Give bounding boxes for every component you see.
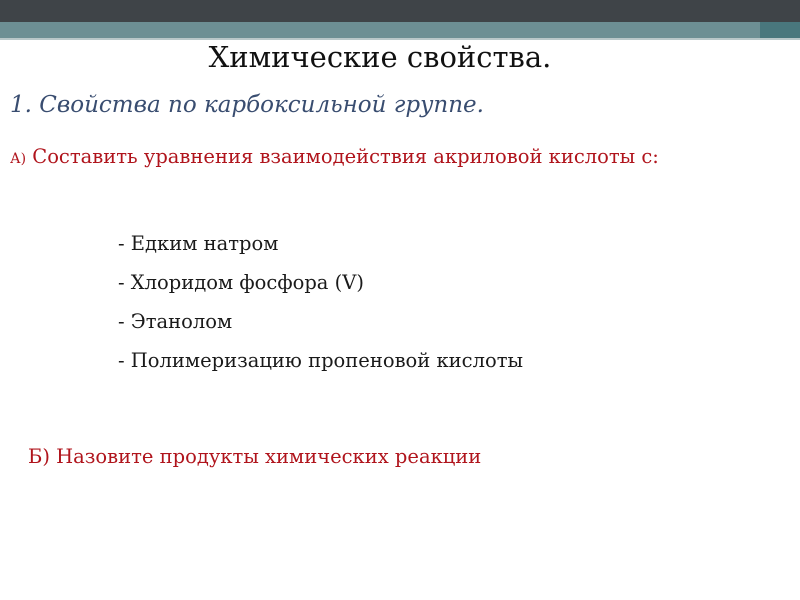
list-item: - Этанолом	[118, 310, 233, 333]
slide-subtitle: 1. Свойства по карбоксильной группе.	[10, 92, 484, 118]
reagent-list	[118, 230, 523, 386]
slide-title: Химические свойства.	[208, 40, 552, 74]
task-a	[10, 145, 659, 168]
task-a-text: Составить уравнения взаимодействия акриловой кислоты с:	[26, 145, 659, 168]
header-accent-block	[760, 22, 800, 38]
list-item: - Едким натром	[118, 232, 279, 255]
header-accent-stripe	[0, 22, 800, 38]
header-band	[0, 0, 800, 22]
task-a-prefix: А)	[10, 151, 27, 167]
list-item: - Полимеризацию пропеновой кислоты	[118, 349, 524, 372]
task-b: Б) Назовите продукты химических реакции	[28, 445, 482, 468]
list-item: - Хлоридом фосфора (V)	[118, 271, 364, 294]
